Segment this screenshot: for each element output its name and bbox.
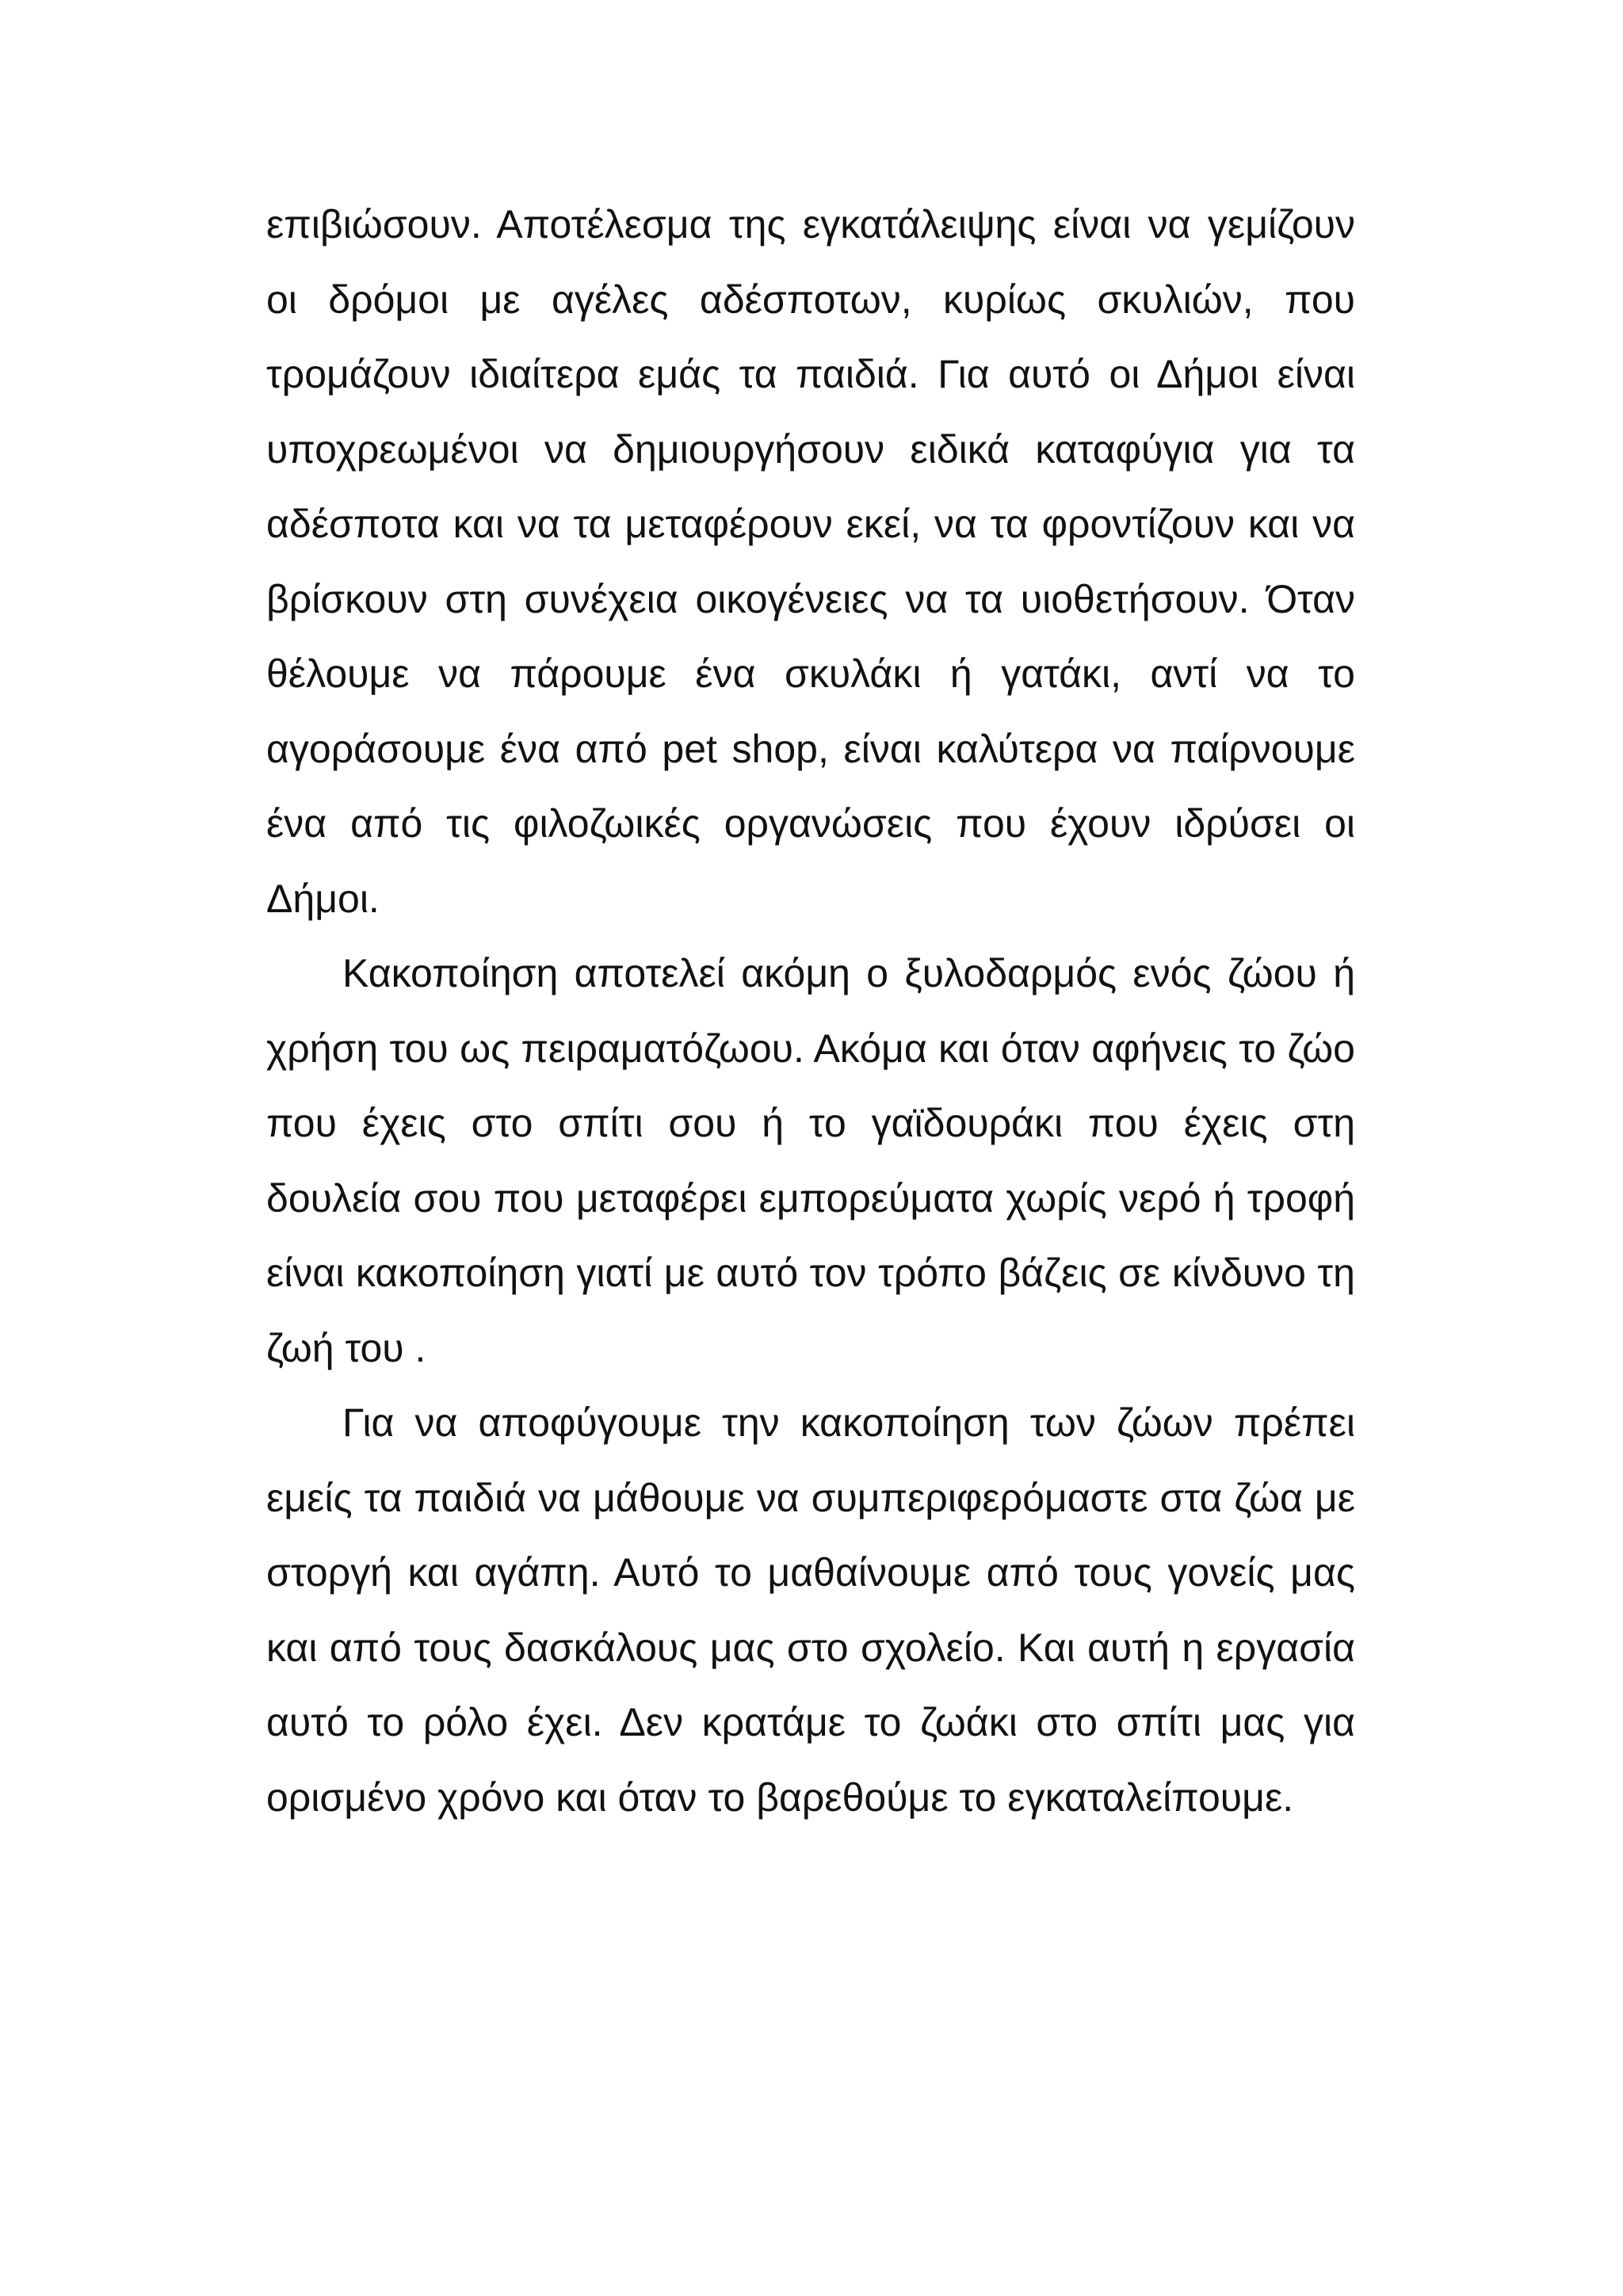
paragraph-3: Για να αποφύγουμε την κακοποίηση των ζώων πρέπει εμείς τα παιδιά να μάθουμε να συμπεριφερόμαστε στα ζώα με στοργή και αγάπη. Αυτό το μαθαίνουμε από τους γονείς μας και από τους δασκάλους μας στο σχολείο. Και αυτή η εργασία αυτό το ρόλο έχει. Δεν κρατάμε το ζωάκι στο σπίτι μας για ορισμένο χρόνο και όταν το βαρεθούμε το εγκαταλείπουμε. xyxy=(266,1400,1355,1820)
document-body xyxy=(266,187,1355,1835)
paragraph-1: επιβιώσουν. Αποτέλεσμα της εγκατάλειψης είναι να γεμίζουν οι δρόμοι με αγέλες αδέσποτων, κυρίως σκυλιών, που τρομάζουν ιδιαίτερα εμάς τα παιδιά. Για αυτό οι Δήμοι είναι υποχρεωμένοι να δημιουργήσουν ειδικά καταφύγια για τα αδέσποτα και να τα μεταφέρουν εκεί, να τα φροντίζουν και να βρίσκουν στη συνέχεια οικογένειες να τα υιοθετήσουν. Όταν θέλουμε να πάρουμε ένα σκυλάκι ή γατάκι, αντί να το αγοράσουμε ένα από pet shop, είναι καλύτερα να παίρνουμε ένα από τις φιλοζωικές οργανώσεις που έχουν ιδρύσει οι Δήμοι. xyxy=(266,202,1355,921)
paragraph-2: Κακοποίηση αποτελεί ακόμη ο ξυλοδαρμός ενός ζώου ή χρήση του ως πειραματόζωου. Ακόμα και όταν αφήνεις το ζώο που έχεις στο σπίτι σου ή το γαϊδουράκι που έχεις στη δουλεία σου που μεταφέρει εμπορεύματα χωρίς νερό ή τροφή είναι κακοποίηση γιατί με αυτό τον τρόπο βάζεις σε κίνδυνο τη ζωή του . xyxy=(266,951,1355,1370)
